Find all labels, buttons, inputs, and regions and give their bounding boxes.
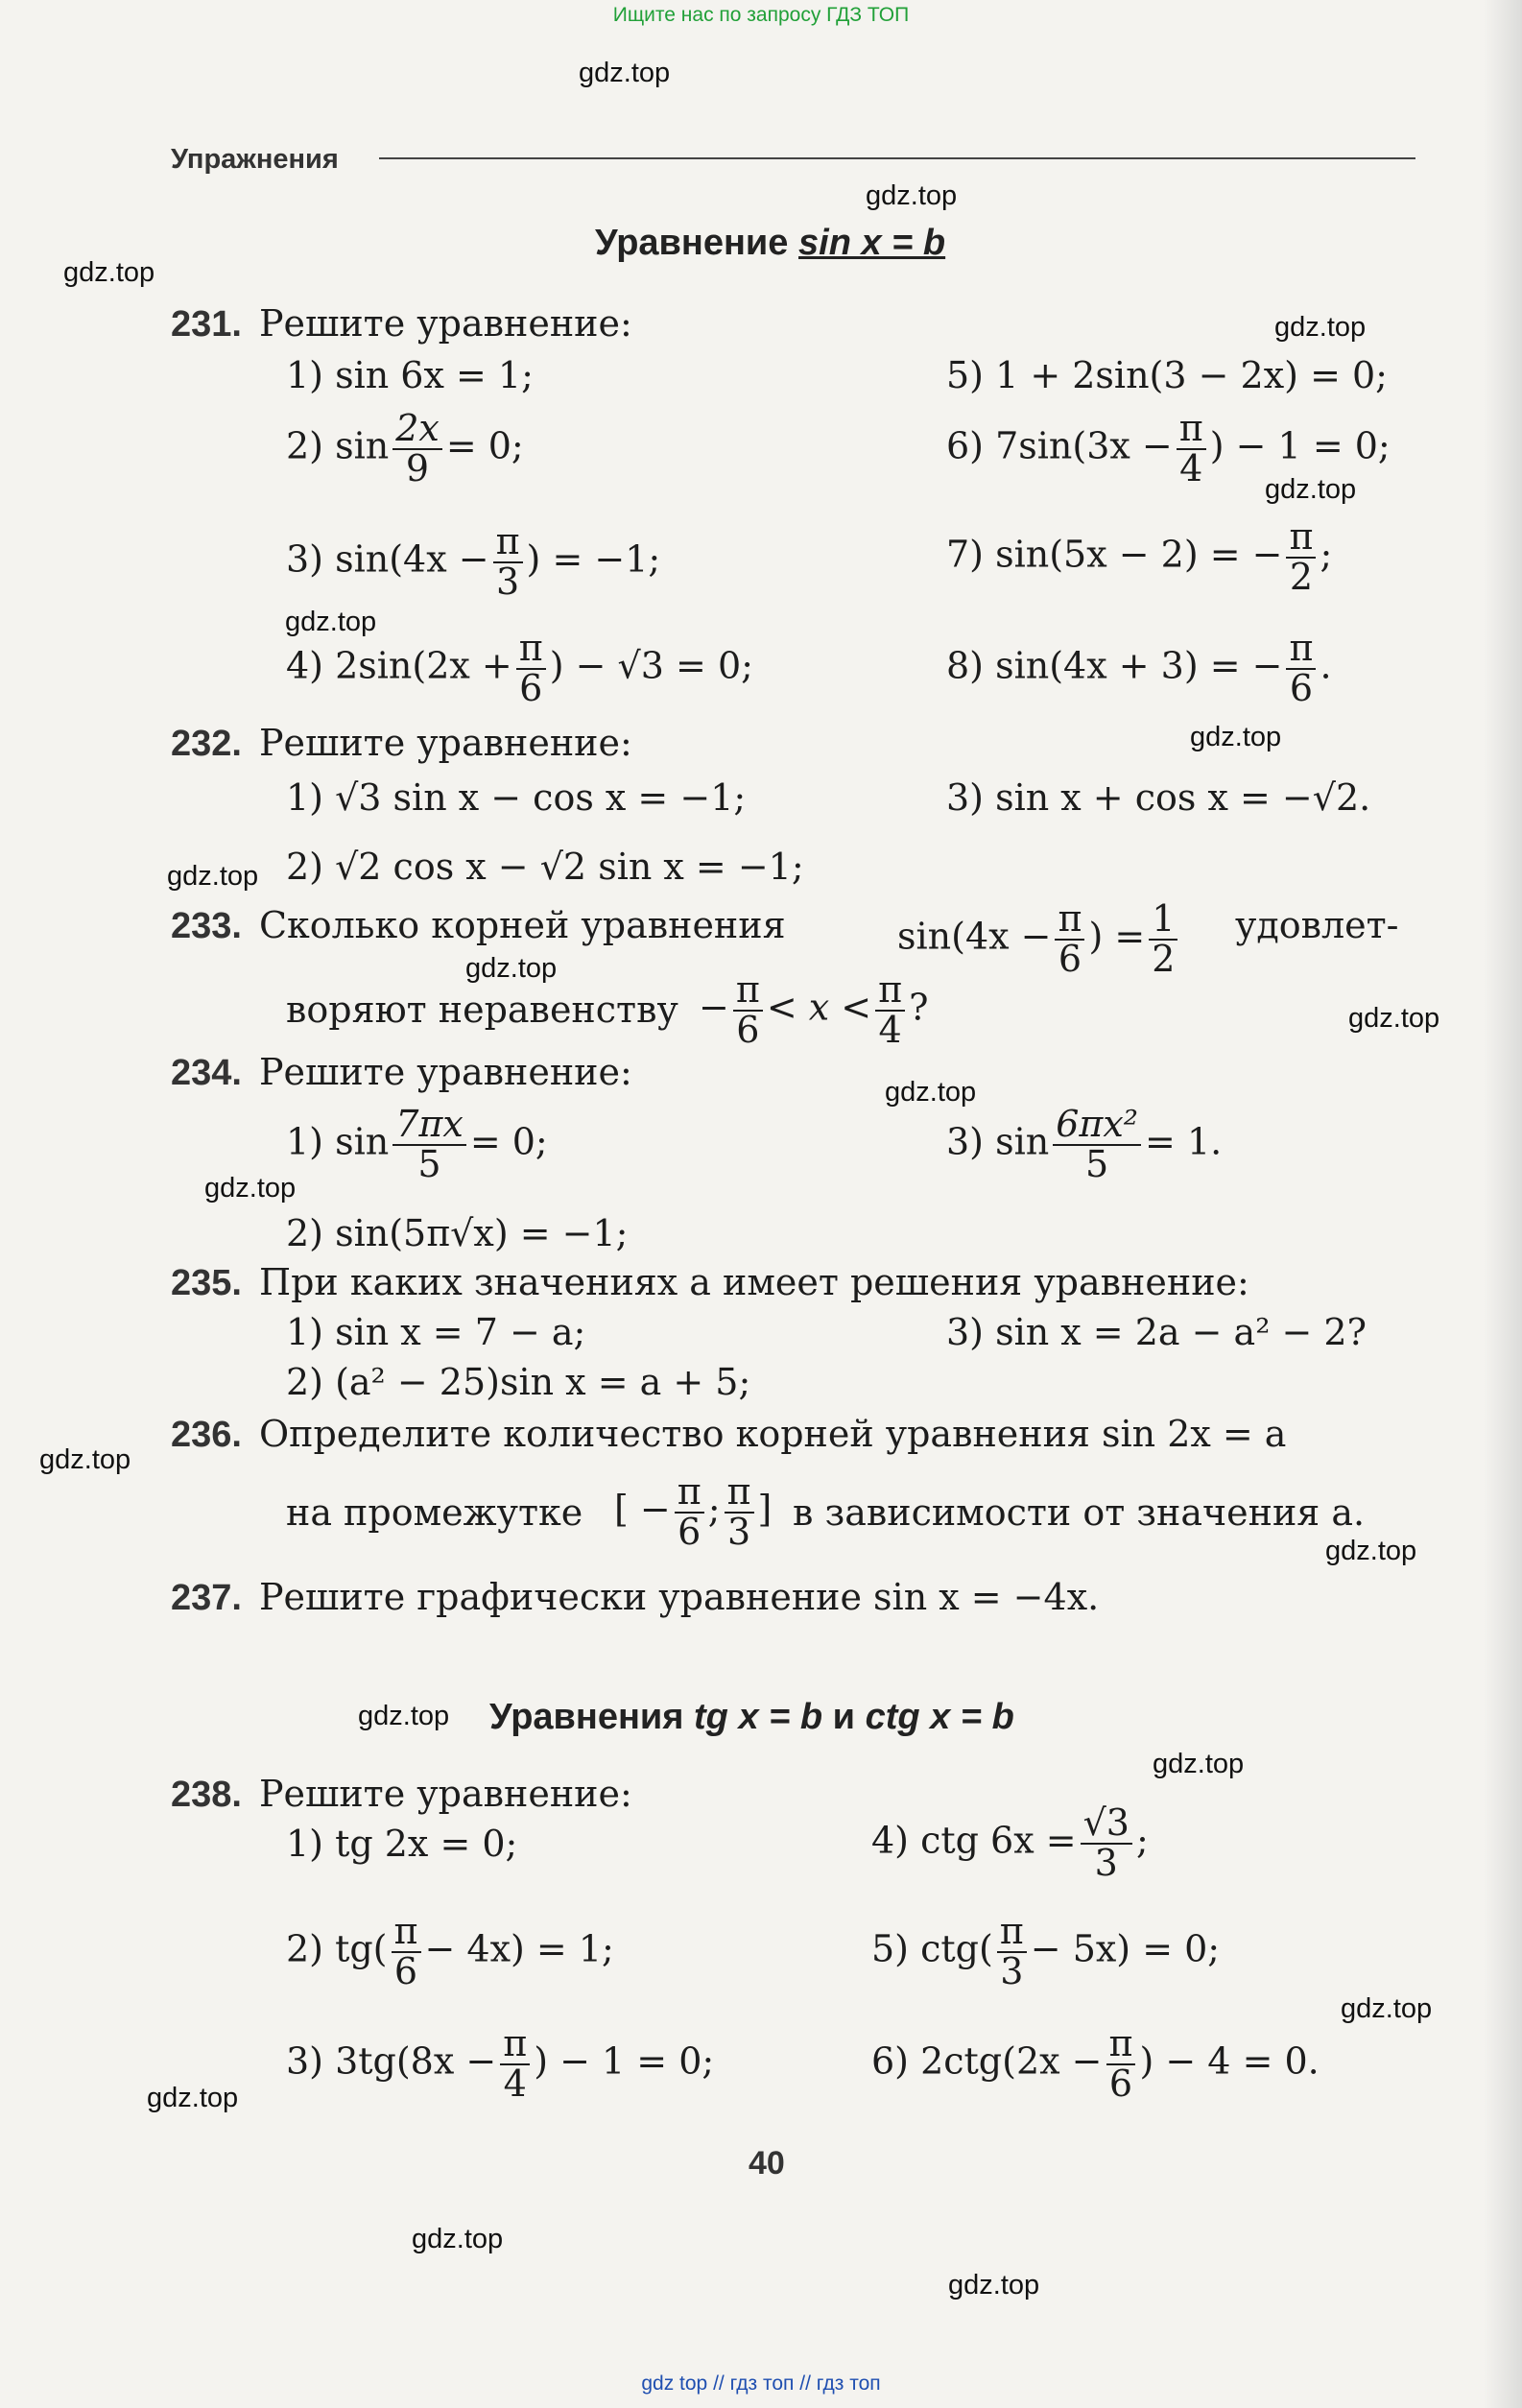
problem-236-interval: [ − $\frac{\pi}{6}$ ; $\frac{\pi}{3}$ ] bbox=[614, 1470, 773, 1553]
item-234-3: 3) sin $\frac{\text{6πx²}}{5}$ = 1. bbox=[946, 1103, 1223, 1185]
item-235-2: 2) (a² − 25)sin x = a + 5; bbox=[286, 1361, 751, 1403]
problem-236-text3: в зависимости от значения a. bbox=[793, 1491, 1366, 1534]
watermark: gdz.top bbox=[204, 1173, 297, 1204]
watermark: gdz.top bbox=[147, 2083, 239, 2113]
problem-236-text2: на промежутке bbox=[286, 1491, 583, 1534]
item-231-7: 7) sin(5x − 2) = − $\frac{\pi}{2}$ ; bbox=[946, 515, 1333, 598]
watermark: gdz.top bbox=[579, 58, 671, 88]
watermark: gdz.top bbox=[1153, 1749, 1245, 1779]
watermark: gdz.top bbox=[885, 1077, 977, 1108]
item-232-1: 1) √3 sin x − cos x = −1; bbox=[286, 776, 747, 819]
section-label: Упражнения bbox=[171, 144, 339, 175]
heading-tg-ctg: Уравнения tg x = b и ctg x = b bbox=[489, 1697, 1014, 1737]
problem-number: 231. bbox=[171, 304, 242, 345]
heading-sin-pre: Уравнение bbox=[595, 223, 798, 263]
item-238-3: 3) 3tg(8x − $\frac{\pi}{4}$ ) − 1 = 0; bbox=[286, 2022, 715, 2105]
problem-233-text2: удовлет- bbox=[1235, 904, 1399, 946]
watermark: gdz.top bbox=[167, 861, 259, 892]
watermark: gdz.top bbox=[285, 607, 377, 637]
item-238-5: 5) ctg( $\frac{\pi}{3}$ − 5x) = 0; bbox=[871, 1910, 1221, 1992]
watermark: gdz.top bbox=[39, 1444, 131, 1475]
problem-234: 234. Решите уравнение: bbox=[171, 1051, 632, 1093]
problem-232: 232. Решите уравнение: bbox=[171, 722, 632, 764]
problem-238: 238. Решите уравнение: bbox=[171, 1773, 632, 1815]
item-238-2: 2) tg( $\frac{\pi}{6}$ − 4x) = 1; bbox=[286, 1910, 614, 1992]
watermark: gdz.top bbox=[1348, 1003, 1440, 1034]
watermark: gdz.top bbox=[358, 1701, 450, 1731]
item-234-1: 1) sin $\frac{7\pi x}{5}$ = 0; bbox=[286, 1103, 548, 1185]
problem-235: 235. При каких значениях a имеет решения уравнение: bbox=[171, 1261, 1249, 1303]
item-231-8: 8) sin(4x + 3) = − $\frac{\pi}{6}$ . bbox=[946, 627, 1332, 709]
header-rule bbox=[379, 157, 1415, 159]
watermark: gdz.top bbox=[866, 180, 958, 211]
top-banner[interactable]: Ищите нас по запросу ГДЗ ТОП bbox=[612, 4, 910, 26]
item-235-1: 1) sin x = 7 − a; bbox=[286, 1311, 586, 1353]
watermark: gdz.top bbox=[465, 953, 558, 984]
footer-links[interactable]: gdz top // гдз топ // гдз топ bbox=[641, 2372, 881, 2395]
item-231-6: 6) 7sin(3x − $\frac{\pi}{4}$ ) − 1 = 0; bbox=[946, 407, 1391, 489]
page-number: 40 bbox=[749, 2145, 785, 2182]
item-235-3: 3) sin x = 2a − a² − 2? bbox=[946, 1311, 1367, 1353]
item-232-2: 2) √2 cos x − √2 sin x = −1; bbox=[286, 846, 804, 888]
item-231-4: 4) 2sin(2x + $\frac{\pi}{6}$ ) − √3 = 0; bbox=[286, 627, 753, 709]
watermark: gdz.top bbox=[1274, 312, 1367, 343]
problem-236: 236. Определите количество корней уравнения sin 2x = a bbox=[171, 1413, 1287, 1455]
item-238-1: 1) tg 2x = 0; bbox=[286, 1823, 518, 1865]
watermark: gdz.top bbox=[948, 2270, 1040, 2301]
item-238-6: 6) 2ctg(2x − $\frac{\pi}{6}$ ) − 4 = 0. bbox=[871, 2022, 1320, 2105]
watermark: gdz.top bbox=[1325, 1536, 1417, 1566]
item-231-2: 2) sin $\frac{2x}{9}$ = 0; bbox=[286, 407, 524, 489]
watermark: gdz.top bbox=[412, 2224, 504, 2254]
watermark: gdz.top bbox=[1190, 722, 1282, 752]
heading-sin-formula: sin x = b bbox=[798, 223, 946, 263]
problem-233-inequality: − $\frac{\pi}{6}$ < x < $\frac{\pi}{4}$ ? bbox=[699, 968, 929, 1051]
problem-233-text3: воряют неравенству bbox=[286, 989, 678, 1031]
item-231-1: 1) sin 6x = 1; bbox=[286, 354, 534, 396]
watermark: gdz.top bbox=[1265, 474, 1357, 505]
heading-sin bbox=[595, 223, 945, 264]
problem-237: 237. Решите графически уравнение sin x = −4x. bbox=[171, 1576, 1100, 1618]
item-231-5: 5) 1 + 2sin(3 − 2x) = 0; bbox=[946, 354, 1388, 396]
problem-231 bbox=[171, 302, 632, 345]
page-edge-shadow bbox=[1484, 0, 1522, 2408]
problem-233: 233. Сколько корней уравнения bbox=[171, 904, 786, 946]
problem-233-equation: sin(4x − $\frac{\pi}{6}$ ) = $\frac{1}{2}$ bbox=[897, 900, 1181, 979]
item-238-4: 4) ctg 6x = $\frac{√3}{3}$ ; bbox=[871, 1801, 1149, 1884]
item-232-3: 3) sin x + cos x = −√2. bbox=[946, 776, 1371, 819]
problem-title: Решите уравнение: bbox=[258, 302, 632, 345]
watermark: gdz.top bbox=[63, 257, 155, 288]
item-231-3: 3) sin(4x − $\frac{\pi}{3}$ ) = −1; bbox=[286, 520, 661, 603]
watermark: gdz.top bbox=[1341, 1993, 1433, 2024]
item-234-2: 2) sin(5π√x) = −1; bbox=[286, 1212, 629, 1254]
